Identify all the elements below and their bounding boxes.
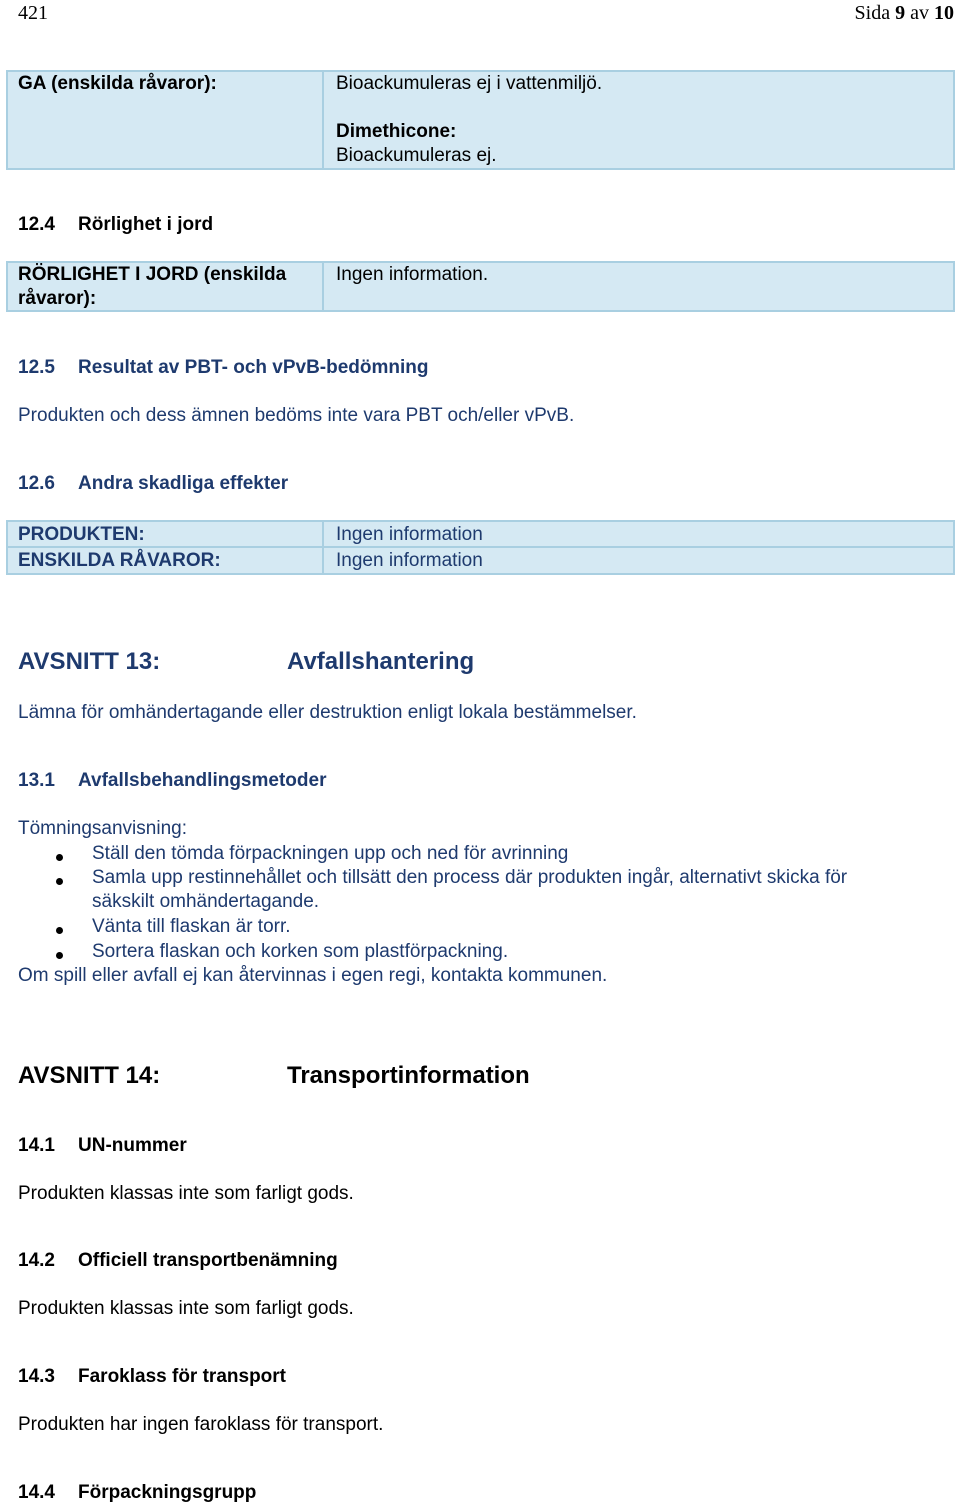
ga-box-divider: [322, 70, 324, 170]
ga-value-3: Bioackumuleras ej.: [336, 145, 497, 166]
avsnitt-13-label: AVSNITT 13:: [18, 648, 161, 675]
section-12-5-text: Produkten och dess ämnen bedöms inte vara PBT och/eller vPvB.: [18, 405, 575, 426]
list-item: Samla upp restinnehållet och tillsätt den process där produkten ingår, alternativt skicka för: [92, 867, 848, 888]
section-14-4-title: Förpackningsgrupp: [78, 1482, 257, 1503]
list-item: Sortera flaskan och korken som plastförpackning.: [92, 941, 509, 962]
effects-label-produkten: PRODUKTEN:: [18, 524, 145, 545]
section-14-2-text: Produkten klassas inte som farligt gods.: [18, 1298, 354, 1319]
section-14-2-title: Officiell transportbenämning: [78, 1250, 338, 1271]
section-12-5-title: Resultat av PBT- och vPvB-bedömning: [78, 357, 429, 378]
rorlighet-label-1: RÖRLIGHET I JORD (enskilda: [18, 264, 287, 285]
section-14-3-text: Produkten har ingen faroklass för transport.: [18, 1414, 384, 1435]
page-indicator-mid: av: [905, 2, 934, 24]
section-12-4-title: Rörlighet i jord: [78, 214, 214, 235]
page-current: 9: [895, 2, 906, 24]
section-12-6-title: Andra skadliga effekter: [78, 473, 289, 494]
list-bullet: [56, 854, 63, 861]
list-item: Vänta till flaskan är torr.: [92, 916, 291, 937]
ga-value-1: Bioackumuleras ej i vattenmiljö.: [336, 73, 603, 94]
avsnitt-13-text: Lämna för omhändertagande eller destruktion enligt lokala bestämmelser.: [18, 702, 637, 723]
avsnitt-13-title: Avfallshantering: [287, 648, 475, 675]
list-bullet: [56, 878, 63, 885]
section-14-2-number: 14.2: [18, 1250, 55, 1271]
section-13-1-outro: Om spill eller avfall ej kan återvinnas i egen regi, kontakta kommunen.: [18, 965, 608, 986]
effects-box-divider: [322, 520, 324, 575]
list-item-continuation: säkskilt omhändertagande.: [92, 891, 320, 912]
ga-value-2: Dimethicone:: [336, 121, 457, 142]
section-12-4-number: 12.4: [18, 214, 55, 235]
page-indicator-prefix: Sida: [854, 2, 896, 24]
section-13-1-number: 13.1: [18, 770, 55, 791]
list-bullet: [56, 927, 63, 934]
section-14-1-title: UN-nummer: [78, 1135, 187, 1156]
section-14-4-number: 14.4: [18, 1482, 55, 1503]
list-bullet: [56, 952, 63, 959]
section-12-6-number: 12.6: [18, 473, 55, 494]
section-13-1-title: Avfallsbehandlingsmetoder: [78, 770, 327, 791]
rorlighet-value: Ingen information.: [336, 264, 489, 285]
section-14-1-text: Produkten klassas inte som farligt gods.: [18, 1183, 354, 1204]
section-14-3-number: 14.3: [18, 1366, 55, 1387]
section-12-5-number: 12.5: [18, 357, 55, 378]
effects-value-produkten: Ingen information: [336, 524, 483, 545]
effects-value-enskilda: Ingen information: [336, 550, 483, 571]
page-total: 10: [934, 2, 954, 24]
rorlighet-box-divider: [322, 261, 324, 312]
section-13-1-intro: Tömningsanvisning:: [18, 818, 187, 839]
rorlighet-label-2: råvaror):: [18, 288, 97, 309]
section-14-1-number: 14.1: [18, 1135, 55, 1156]
avsnitt-14-title: Transportinformation: [287, 1062, 530, 1089]
page-number-left: 421: [18, 2, 48, 24]
effects-label-enskilda: ENSKILDA RÅVAROR:: [18, 550, 221, 571]
list-item: Ställ den tömda förpackningen upp och ned för avrinning: [92, 843, 569, 864]
page-indicator: [855, 1, 954, 25]
ga-label: GA (enskilda råvaror):: [18, 73, 217, 94]
avsnitt-14-label: AVSNITT 14:: [18, 1062, 161, 1089]
section-14-3-title: Faroklass för transport: [78, 1366, 286, 1387]
